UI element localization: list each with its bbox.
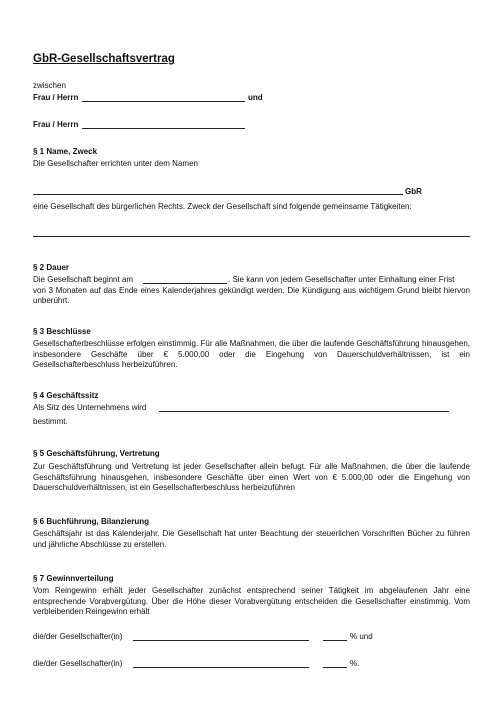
partner1-name-blank[interactable] [133,640,309,641]
s5-heading: § 5 Geschäftsführung, Vertretung [33,449,160,458]
s6-text: Geschäftsjahr ist das Kalenderjahr. Die Gesellschaft hat unter Beachtung der steuerlichen Vorschriften Bücher zu führen und jährliche Abschlüsse zu erstellen. [33,529,470,549]
document-title: GbR-Gesellschaftsvertrag [33,53,175,65]
s5-text: Zur Geschäftsführung und Vertretung ist jeder Gesellschafter allein befugt. Für alle Maßnahmen, die über die laufende Geschäftsführung hinausgehen, insbesondere Geschäfte über einen Wert von € 5.000,00 oder die Eingehung von Dauerschuldverhältnissen, ist ein Gesellschafterbeschluss herbeizuführen [33,462,470,493]
s1-heading: § 1 Name, Zweck [33,147,98,156]
zwischen-text: zwischen [33,81,66,90]
partner1-percent-blank[interactable] [323,640,347,641]
s7-text: Vom Reingewinn erhält jeder Gesellschafter zunächst entsprechend seiner Tätigkeit im abgelaufenen Jahr eine entsprechende Vorabvergütung. Über die Höhe dieser Vorabvergütung entscheiden die Gesellschafter einstimmig. Vom verbleibenden Reingewinn erhält [33,586,470,617]
s7-heading: § 7 Gewinnverteilung [33,574,114,583]
s2-text-b: . Sie kann von jedem Gesellschafter unter Einhaltung einer Frist [228,275,455,284]
partner1-label: die/der Gesellschafter(in) [33,632,123,641]
party2-blank[interactable] [82,128,245,129]
s3-text: Gesellschafterbeschlüsse erfolgen einstimmig. Für alle Maßnahmen, die über die laufende Geschäftsführung hinausgehen, insbesondere Geschäfte über € 5.000,00 oder die Eingehung von Dauerschuldverhältnissen, ist ein Gesellschafterbeschluss herbeizuführen. [33,339,470,370]
seat-blank[interactable] [159,411,449,412]
s4-text2: bestimmt. [33,417,68,426]
party2-label: Frau / Herrn [33,120,79,129]
und-text: und [248,93,263,102]
partner2-suffix: %. [350,659,360,668]
s4-heading: § 4 Geschäftssitz [33,391,99,400]
s4-text: Als Sitz des Unternehmens wird [33,403,147,412]
start-date-blank[interactable] [143,283,227,284]
company-name-blank[interactable] [33,194,403,195]
party1-blank[interactable] [82,101,245,102]
s2-text-a: Die Gesellschaft beginnt am [33,275,134,284]
s2-text-c: von 3 Monaten auf das Ende eines Kalenderjahres gekündigt werden. Die Kündigung aus wichtigem Grund bleibt hiervon unberührt. [33,285,470,306]
party1-label: Frau / Herrn [33,93,79,102]
s1-text: Die Gesellschafter errichten unter dem Namen [33,159,198,168]
s3-heading: § 3 Beschlüsse [33,327,91,336]
purpose-blank[interactable] [33,236,470,237]
partner1-suffix: % und [350,632,373,641]
s6-heading: § 6 Buchführung, Bilanzierung [33,517,150,526]
gbr-label: GbR [405,187,422,196]
partner2-percent-blank[interactable] [323,667,347,668]
s2-heading: § 2 Dauer [33,263,70,272]
partner2-name-blank[interactable] [133,667,309,668]
s1-text2: eine Gesellschaft des bürgerlichen Rechts. Zweck der Gesellschaft sind folgende gemeinsame Tätigkeiten: [33,202,412,211]
partner2-label: die/der Gesellschafter(in) [33,659,123,668]
